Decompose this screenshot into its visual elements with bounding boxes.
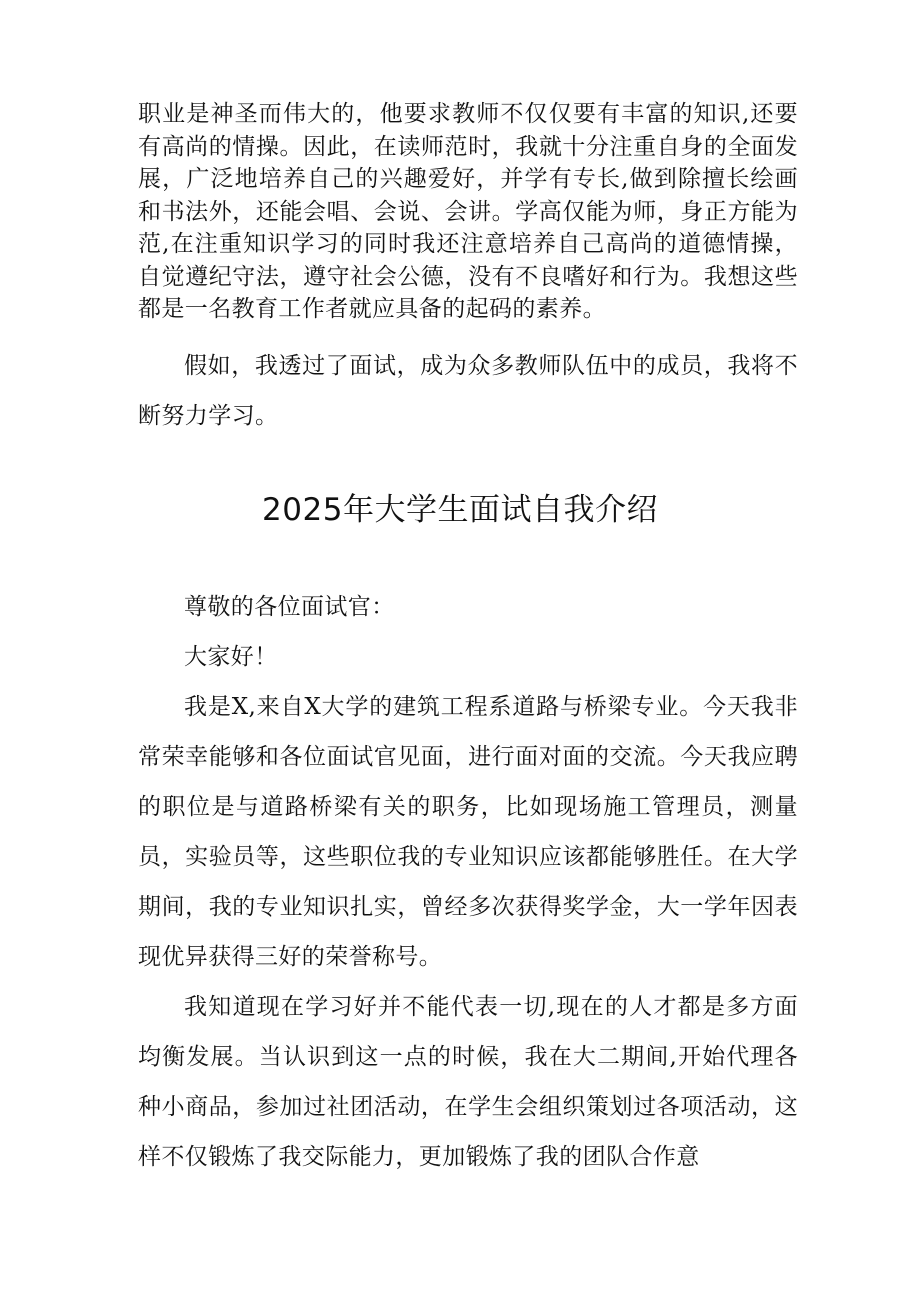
- paragraph-text: 我知道现在学习好并不能代表一切,现在的人才都是多方面均衡发展。当认识到这一点的时候，我在大二期间,开始代理各种小商品，参加过社团活动，在学生会组织策划过各项活动，这样不仅锻炼了我交际能力，更加锻炼了我的团队合作意: [138, 994, 798, 1170]
- continuation-paragraph: [138, 98, 798, 326]
- page-title: 2025年大学生面试自我介绍: [262, 492, 658, 528]
- hello-line: 大家好！: [184, 644, 278, 670]
- closing-paragraph: [138, 341, 798, 441]
- intro-body: [138, 582, 798, 1182]
- paragraph-text: 假如，我透过了面试，成为众多教师队伍中的成员，我将不断努力学习。: [138, 353, 798, 429]
- greeting-line: 尊敬的各位面试官：: [184, 594, 395, 620]
- paragraph-text: 我是X,来自X大学的建筑工程系道路与桥梁专业。今天我非常荣幸能够和各位面试官见面，进行面对面的交流。今天我应聘的职位是与道路桥梁有关的职务，比如现场施工管理员，测量员，实验员等，这些职位我的专业知识应该都能够胜任。在大学期间，我的专业知识扎实，曾经多次获得奖学金，大一学年因表现优异获得三好的荣誉称号。: [138, 694, 798, 970]
- paragraph-text: 职业是神圣而伟大的，他要求教师不仅仅要有丰富的知识,还要有高尚的情操。因此，在读师范时，我就十分注重自身的全面发展，广泛地培养自己的兴趣爱好，并学有专长,做到除擅长绘画和书法外，还能会唱、会说、会讲。学高仅能为师，身正方能为范,在注重知识学习的同时我还注意培养自己高尚的道德情操，自觉遵纪守法，遵守社会公德，没有不良嗜好和行为。我想这些都是一名教育工作者就应具备的起码的素养。: [138, 101, 798, 322]
